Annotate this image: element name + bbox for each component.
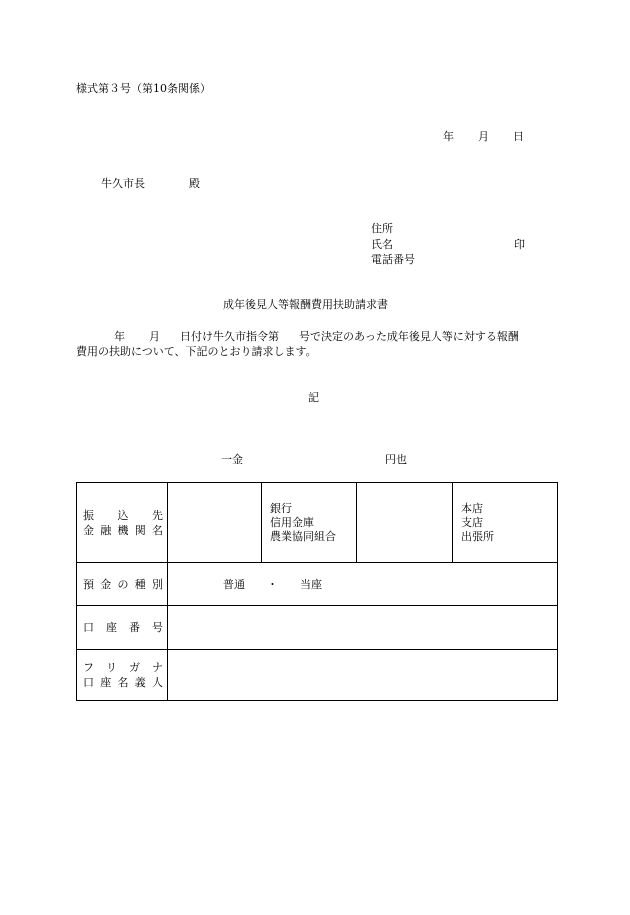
address-label: 住所	[371, 222, 393, 235]
institution-name-label: 金 融 機 関 名	[83, 523, 163, 537]
account-number-row	[77, 606, 558, 650]
date-year-label: 年	[443, 130, 454, 143]
amount-prefix: 一金	[221, 453, 243, 466]
account-number-label: 口 座 番 号	[77, 606, 168, 650]
name-label: 氏名	[371, 238, 393, 251]
form-number: 様式第３号（第10条関係）	[76, 82, 211, 95]
deposit-option-current: 当座	[300, 578, 322, 591]
deposit-option-ordinary: 普通	[223, 578, 245, 591]
body-line-1	[114, 330, 519, 344]
account-holder-row	[77, 650, 558, 701]
deposit-option-separator: ・	[267, 578, 278, 591]
institution-type-bank: 銀行	[270, 501, 292, 515]
body-segment-2: 号で決定のあった成年後見人等に対する報酬	[299, 330, 519, 343]
deposit-type-label: 預 金 の 種 別	[77, 563, 168, 606]
seal-label: 印	[514, 238, 525, 251]
institution-type-cell	[262, 483, 357, 563]
ki-heading: 記	[308, 391, 319, 404]
institution-row	[77, 483, 558, 563]
account-holder-label: 口 座 名 義 人	[83, 676, 163, 689]
branch-type-head: 本店	[461, 501, 483, 515]
amount-suffix: 円也	[385, 453, 407, 466]
branch-type-branch: 支店	[461, 515, 483, 529]
date-line	[443, 130, 524, 144]
date-month-label: 月	[478, 130, 489, 143]
deposit-type-options[interactable]	[168, 563, 558, 606]
body-month-label: 月	[149, 330, 160, 343]
body-line-2: 費用の扶助について、下記のとおり請求します。	[76, 345, 317, 358]
account-holder-label-cell	[77, 650, 168, 701]
bank-transfer-table	[76, 482, 558, 701]
body-segment-1: 日付け牛久市指令第	[180, 330, 279, 343]
institution-type-ja: 農業協同組合	[270, 529, 336, 543]
account-number-field[interactable]	[168, 606, 558, 650]
institution-name-field[interactable]	[168, 483, 262, 563]
body-year-label: 年	[114, 330, 125, 343]
recipient-line	[101, 177, 200, 191]
branch-type-cell	[453, 483, 558, 563]
recipient-honorific: 殿	[189, 177, 200, 190]
institution-label-cell	[77, 483, 168, 563]
furigana-label: フ リ ガ ナ	[83, 661, 163, 674]
phone-label: 電話番号	[371, 253, 415, 266]
deposit-type-row	[77, 563, 558, 606]
branch-name-field[interactable]	[357, 483, 453, 563]
institution-type-shinkin: 信用金庫	[270, 515, 314, 529]
account-holder-field[interactable]	[168, 650, 558, 701]
transfer-destination-label: 振 込 先	[83, 508, 163, 522]
recipient-title: 牛久市長	[101, 177, 145, 190]
date-day-label: 日	[513, 130, 524, 143]
branch-type-sub: 出張所	[461, 529, 494, 543]
document-title: 成年後見人等報酬費用扶助請求書	[223, 298, 388, 311]
